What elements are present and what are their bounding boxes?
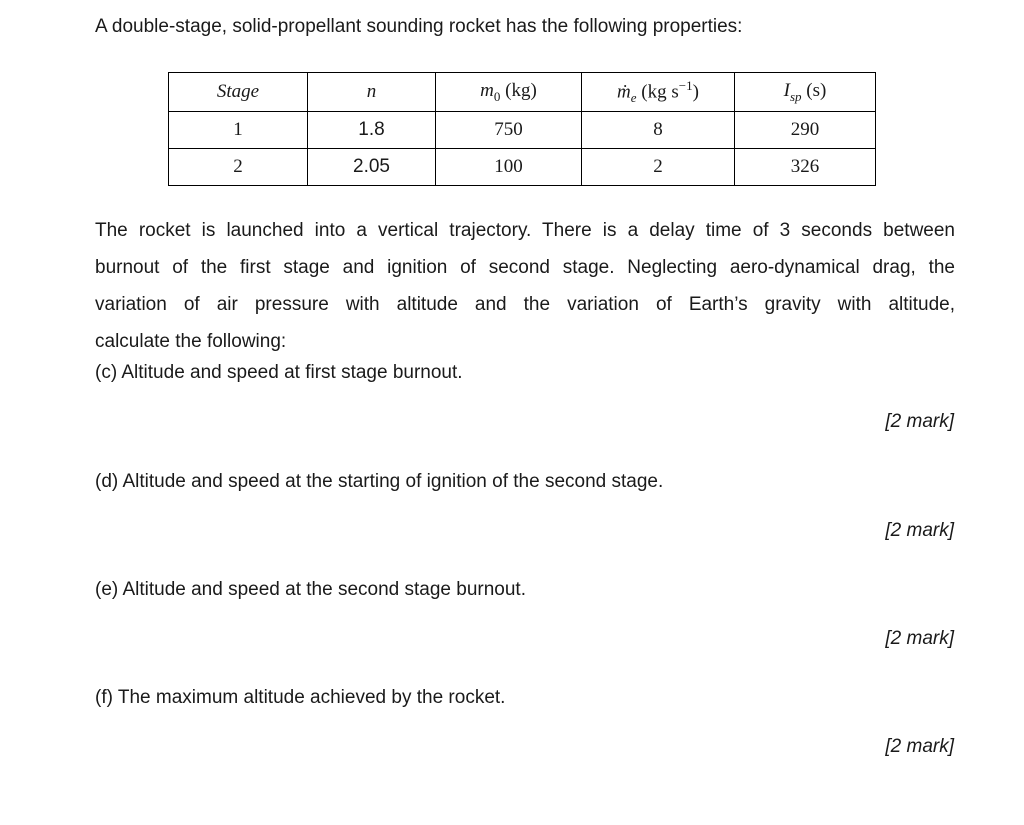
paragraph-line: calculate the following: [95, 331, 287, 352]
header-m0-unit: (kg) [500, 79, 537, 101]
header-mdot-unit: (kg s [636, 81, 679, 103]
header-mdot [582, 73, 735, 112]
header-m0-symbol: m [480, 79, 494, 101]
mark-e: [2 mark] [885, 628, 954, 649]
cell-mdot: 8 [582, 112, 735, 149]
header-m0-subscript: 0 [493, 88, 501, 104]
header-isp-unit: (s) [801, 79, 827, 101]
cell-n: 1.8 [308, 112, 436, 149]
rocket-properties-table [168, 72, 876, 186]
cell-stage: 1 [169, 112, 308, 149]
header-mdot-symbol: ṁ [617, 81, 631, 103]
paragraph-line: variation of air pressure with altitude and the variation of Earth’s gravity with altitude, [95, 294, 955, 315]
cell-mdot: 2 [582, 149, 735, 186]
header-mdot-subscript: e [630, 90, 637, 106]
header-mdot-superscript: −1 [678, 77, 693, 93]
question-d: (d) Altitude and speed at the starting of ignition of the second stage. [95, 471, 664, 492]
cell-m0: 750 [436, 112, 582, 149]
question-e: (e) Altitude and speed at the second stage burnout. [95, 579, 526, 600]
header-isp-symbol: I [783, 79, 790, 101]
cell-m0: 100 [436, 149, 582, 186]
header-isp [735, 73, 876, 112]
header-m0 [436, 73, 582, 112]
header-isp-subscript: sp [789, 88, 802, 104]
question-f: (f) The maximum altitude achieved by the rocket. [95, 687, 506, 708]
header-stage: Stage [169, 73, 308, 112]
header-n: n [308, 73, 436, 112]
table-row [169, 112, 876, 149]
mark-d: [2 mark] [885, 520, 954, 541]
header-mdot-close: ) [692, 81, 699, 103]
intro-text: A double-stage, solid-propellant sounding rocket has the following properties: [95, 16, 743, 37]
table-header-row [169, 73, 876, 112]
paragraph-line: The rocket is launched into a vertical trajectory. There is a delay time of 3 seconds between [95, 220, 955, 241]
question-c: (c) Altitude and speed at first stage burnout. [95, 362, 463, 383]
cell-stage: 2 [169, 149, 308, 186]
problem-paragraph [95, 212, 955, 360]
cell-isp: 326 [735, 149, 876, 186]
mark-c: [2 mark] [885, 411, 954, 432]
cell-isp: 290 [735, 112, 876, 149]
mark-f: [2 mark] [885, 736, 954, 757]
cell-n: 2.05 [308, 149, 436, 186]
table-row [169, 149, 876, 186]
paragraph-line: burnout of the first stage and ignition of second stage. Neglecting aero-dynamical drag, the [95, 257, 955, 278]
